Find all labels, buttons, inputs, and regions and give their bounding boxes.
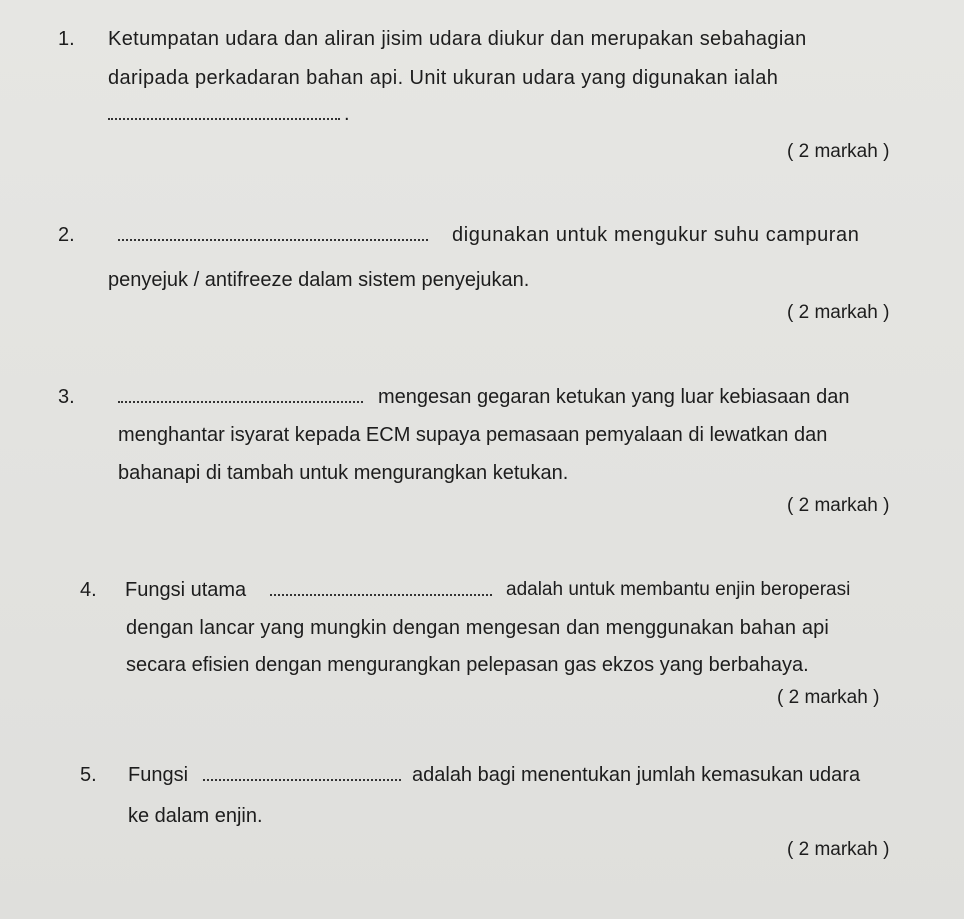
question-text: Fungsi utama: [125, 579, 247, 601]
question-text-line: menghantar isyarat kepada ECM supaya pemasaan pemyalaan di lewatkan dan: [118, 424, 828, 446]
answer-blank[interactable]: [118, 387, 363, 403]
answer-line: [118, 385, 363, 409]
answer-blank[interactable]: [108, 104, 340, 120]
question-text-line: [108, 27, 908, 51]
question-text-line: bahanapi di tambah untuk mengurangkan ketukan.: [118, 462, 569, 484]
answer-line: [118, 223, 428, 247]
answer-blank[interactable]: [203, 765, 401, 781]
answer-blank[interactable]: [270, 580, 492, 596]
question-text-line: dengan lancar yang mungkin dengan mengesan dan menggunakan bahan api: [126, 617, 829, 639]
answer-line: [270, 578, 492, 602]
marks-label: ( 2 markah ): [787, 495, 890, 516]
question-number: 5.: [80, 764, 97, 786]
question-text: adalah untuk membantu enjin beroperasi: [506, 579, 851, 600]
question-text-line: secara efisien dengan mengurangkan pelepasan gas ekzos yang berbahaya.: [126, 654, 809, 676]
question-text: mengesan gegaran ketukan yang luar kebiasaan dan: [378, 386, 850, 408]
marks-label: ( 2 markah ): [787, 141, 890, 162]
marks-label: ( 2 markah ): [777, 687, 880, 708]
answer-line: [108, 102, 350, 126]
question-text: digunakan untuk mengukur suhu campuran: [452, 224, 860, 246]
question-number: 4.: [80, 579, 97, 601]
question-text: adalah bagi menentukan jumlah kemasukan udara: [412, 764, 861, 786]
question-number: 2.: [58, 224, 75, 246]
question-text-line: daripada perkadaran bahan api. Unit ukuran udara yang digunakan ialah: [108, 67, 779, 89]
question-text: Ketumpatan udara dan aliran jisim udara diukur dan merupakan sebahagian: [108, 28, 807, 50]
question-number: 3.: [58, 386, 75, 408]
question-text-line: penyejuk / antifreeze dalam sistem penyejukan.: [108, 269, 530, 291]
marks-label: ( 2 markah ): [787, 302, 890, 323]
question-text: Fungsi: [128, 764, 189, 786]
marks-label: ( 2 markah ): [787, 839, 890, 860]
question-text-line: ke dalam enjin.: [128, 805, 263, 827]
question-number: 1.: [58, 28, 75, 50]
answer-line: [203, 763, 401, 787]
answer-blank[interactable]: [118, 225, 428, 241]
question-text: .: [344, 103, 350, 125]
